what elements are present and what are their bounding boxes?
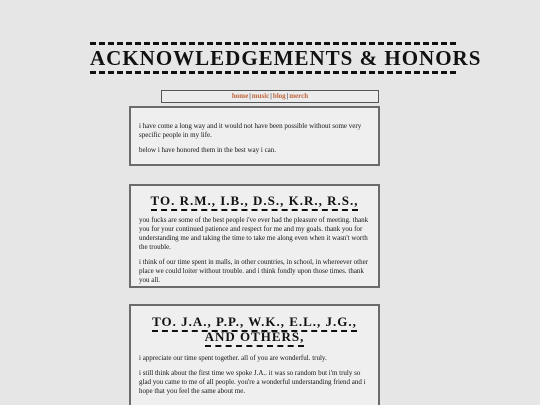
intro-paragraph: below i have honored them in the best way i can.	[139, 146, 277, 154]
honor-section-1	[129, 184, 380, 288]
nav-separator: |	[270, 92, 272, 100]
section-paragraph: i appreciate our time spent together. all of you are wonderful. truly.	[139, 354, 327, 362]
page-title: ACKNOWLEDGEMENTS & HONORS	[90, 42, 456, 74]
page-header	[90, 42, 482, 74]
honor-section-2	[129, 304, 380, 405]
section-heading	[139, 314, 370, 344]
section-paragraph: i think of our time spent in malls, in other countries, in school, in whereever other place we could loiter without trouble. and i think fondly upon those times. thank you all.	[139, 258, 369, 284]
nav-link-merch[interactable]: merch	[289, 92, 309, 100]
section-paragraph: i still think about the first time we spoke J.A.. it was so random but i'm truly so glad you came to me of all people. you're a wonderful understanding friend and i hope that you feel the same about me.	[139, 369, 366, 395]
nav-bar	[161, 90, 379, 103]
nav-separator: |	[249, 92, 251, 100]
nav-separator: |	[286, 92, 289, 100]
section-paragraph: you fucks are some of the best people i've ever had the pleasure of meeting. thank you for your continued patience and respect for me and my goals. thank you for understanding me and taking the time to take me along even when it wasn't worth the trouble.	[139, 216, 369, 251]
nav-link-blog[interactable]: blog	[272, 92, 286, 100]
intro-box	[129, 106, 380, 166]
section-heading-line2: AND OTHERS,	[205, 329, 305, 347]
nav-link-music[interactable]: music	[251, 92, 270, 100]
section-heading-line1: TO. J.A., P.P., W.K., E.L., J.G.,	[152, 314, 357, 332]
nav-link-home[interactable]: home	[231, 92, 249, 100]
intro-paragraph: i have come a long way and it would not have been possible without some very specific people in my life.	[139, 122, 362, 139]
section-heading-text: TO. R.M., I.B., D.S., K.R., R.S.,	[151, 193, 359, 211]
section-heading	[139, 194, 370, 208]
